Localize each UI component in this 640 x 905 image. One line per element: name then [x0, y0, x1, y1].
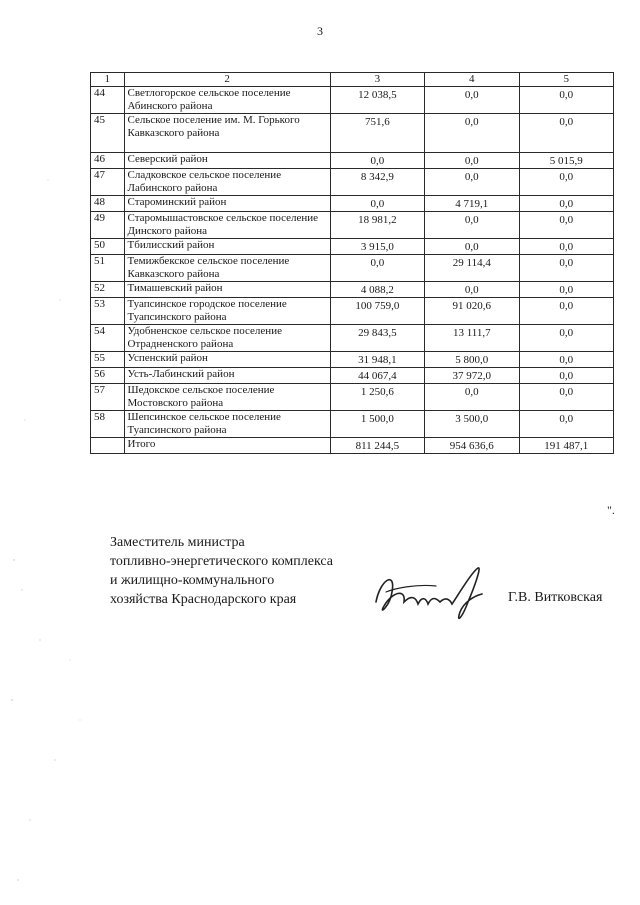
row-value-col-5: [519, 239, 613, 255]
row-name: Сельское поселение им. М. Горького Кавказского района: [124, 114, 330, 153]
row-value-col-4: [425, 196, 519, 212]
table-row: [91, 411, 614, 438]
handwritten-signature: [356, 562, 496, 626]
row-number: 56: [91, 368, 125, 384]
row-value-col-3: [330, 196, 424, 212]
row-value-col-5: [519, 368, 613, 384]
row-value-col-4-text: 3 500,0: [455, 413, 489, 425]
row-value-col-3-text: 44 067,4: [358, 370, 397, 382]
row-value-col-5-text: 0,0: [559, 327, 574, 339]
table-row: [91, 352, 614, 368]
row-value-col-5: [519, 411, 613, 438]
row-value-col-3: [330, 87, 424, 114]
signer-title-line-1: Заместитель министра: [110, 535, 245, 550]
row-value-col-4: [425, 298, 519, 325]
row-number: 53: [91, 298, 125, 325]
row-number: 55: [91, 352, 125, 368]
row-name: Тимашевский район: [124, 282, 330, 298]
row-value-col-3-text: 12 038,5: [358, 89, 397, 101]
row-value-col-5: [519, 153, 613, 169]
row-value-col-5: [519, 282, 613, 298]
row-value-col-4-text: 5 800,0: [455, 354, 489, 366]
row-value-col-3: [330, 282, 424, 298]
row-number: 44: [91, 87, 125, 114]
row-value-col-3-text: 0,0: [370, 257, 385, 269]
row-number: 50: [91, 239, 125, 255]
row-value-col-3: [330, 438, 424, 454]
table-row: [91, 239, 614, 255]
row-number: 47: [91, 169, 125, 196]
row-value-col-5: [519, 298, 613, 325]
row-value-col-3-text: 18 981,2: [358, 214, 397, 226]
row-value-col-4-text: 0,0: [464, 214, 479, 226]
row-value-col-5: [519, 325, 613, 352]
row-number: 52: [91, 282, 125, 298]
row-value-col-5-text: 0,0: [559, 354, 574, 366]
row-value-col-4: [425, 239, 519, 255]
row-value-col-5-text: 0,0: [559, 300, 574, 312]
row-value-col-5-text: 0,0: [559, 214, 574, 226]
row-value-col-5-text: 0,0: [559, 386, 574, 398]
table-row: [91, 153, 614, 169]
table-row: [91, 255, 614, 282]
row-value-col-4: [425, 384, 519, 411]
row-value-col-4: [425, 282, 519, 298]
row-value-col-4-text: 0,0: [464, 116, 479, 128]
row-number: 45: [91, 114, 125, 153]
row-name: Светлогорское сельское поселение Абинского района: [124, 87, 330, 114]
row-value-col-4: [425, 255, 519, 282]
row-number: 57: [91, 384, 125, 411]
row-value-col-3: [330, 212, 424, 239]
row-value-col-3: [330, 298, 424, 325]
row-number: 58: [91, 411, 125, 438]
row-value-col-3-text: 0,0: [370, 198, 385, 210]
row-value-col-4: [425, 87, 519, 114]
table-row: [91, 282, 614, 298]
row-value-col-5-text: 191 487,1: [544, 440, 589, 452]
table-row: [91, 298, 614, 325]
row-value-col-5: [519, 212, 613, 239]
row-value-col-4-text: 0,0: [464, 171, 479, 183]
row-name: Шепсинское сельское поселение Туапсинского района: [124, 411, 330, 438]
row-value-col-5-text: 0,0: [559, 171, 574, 183]
page-number: 3: [317, 24, 323, 38]
table-header-row: [91, 73, 614, 87]
row-value-col-5-text: 0,0: [559, 284, 574, 296]
table-row: [91, 114, 614, 153]
row-value-col-3-text: 1 500,0: [360, 413, 394, 425]
header-col-1: 1: [91, 73, 125, 87]
budget-table: [90, 72, 614, 454]
row-value-col-4-text: 0,0: [464, 155, 479, 167]
signer-name: Г.В. Витковская: [508, 590, 603, 605]
row-value-col-4: [425, 169, 519, 196]
row-value-col-5-text: 0,0: [559, 257, 574, 269]
table-row: [91, 384, 614, 411]
table-row: [91, 169, 614, 196]
row-value-col-4-text: 91 020,6: [452, 300, 492, 312]
row-value-col-3: [330, 411, 424, 438]
row-value-col-4-text: 0,0: [464, 386, 479, 398]
row-value-col-4: [425, 212, 519, 239]
row-value-col-4-text: 29 114,4: [452, 257, 491, 269]
row-value-col-5-text: 5 015,9: [549, 155, 583, 167]
row-name: Тбилисский район: [124, 239, 330, 255]
row-name: Итого: [124, 438, 330, 454]
row-value-col-3: [330, 153, 424, 169]
row-value-col-3: [330, 114, 424, 153]
row-number: 49: [91, 212, 125, 239]
row-value-col-5: [519, 384, 613, 411]
table-row: [91, 325, 614, 352]
row-value-col-4: [425, 114, 519, 153]
row-value-col-4-text: 37 972,0: [452, 370, 492, 382]
row-value-col-3-text: 4 088,2: [360, 284, 394, 296]
row-value-col-5-text: 0,0: [559, 413, 574, 425]
row-value-col-4-text: 0,0: [464, 284, 479, 296]
row-value-col-5: [519, 255, 613, 282]
table-row: [91, 212, 614, 239]
row-value-col-4: [425, 325, 519, 352]
row-value-col-3: [330, 325, 424, 352]
row-name: Староминский район: [124, 196, 330, 212]
table-row: [91, 87, 614, 114]
table-total-row: [91, 438, 614, 454]
row-value-col-3-text: 31 948,1: [358, 354, 397, 366]
row-value-col-3-text: 8 342,9: [360, 171, 394, 183]
header-col-4: 4: [425, 73, 519, 87]
row-value-col-5-text: 0,0: [559, 89, 574, 101]
row-value-col-3: [330, 384, 424, 411]
signer-title-line-3: и жилищно-коммунального: [110, 573, 275, 588]
row-number: [91, 438, 125, 454]
row-value-col-5: [519, 169, 613, 196]
row-value-col-3: [330, 239, 424, 255]
row-value-col-4-text: 0,0: [464, 89, 479, 101]
row-value-col-4-text: 4 719,1: [455, 198, 489, 210]
row-value-col-3: [330, 255, 424, 282]
row-name: Северский район: [124, 153, 330, 169]
row-name: Усть-Лабинский район: [124, 368, 330, 384]
row-value-col-5-text: 0,0: [559, 198, 574, 210]
row-name: Сладковское сельское поселение Лабинского района: [124, 169, 330, 196]
row-name: Успенский район: [124, 352, 330, 368]
row-value-col-5: [519, 352, 613, 368]
row-value-col-5-text: 0,0: [559, 116, 574, 128]
row-value-col-5-text: 0,0: [559, 370, 574, 382]
row-number: 46: [91, 153, 125, 169]
row-value-col-3-text: 29 843,5: [358, 327, 397, 339]
header-col-3: 3: [330, 73, 424, 87]
table-row: [91, 196, 614, 212]
row-name: Старомышастовское сельское поселение Динского района: [124, 212, 330, 239]
table-row: [91, 368, 614, 384]
row-value-col-4: [425, 438, 519, 454]
header-col-5: 5: [519, 73, 613, 87]
row-value-col-5: [519, 438, 613, 454]
row-name: Шедокское сельское поселение Мостовского района: [124, 384, 330, 411]
table-body: [91, 73, 614, 454]
header-col-2: 2: [124, 73, 330, 87]
row-value-col-3: [330, 169, 424, 196]
row-value-col-4-text: 954 636,6: [449, 440, 494, 452]
signer-title-line-4: хозяйства Краснодарского края: [110, 592, 297, 607]
row-value-col-3-text: 0,0: [370, 155, 385, 167]
row-name: Туапсинское городское поселение Туапсинского района: [124, 298, 330, 325]
row-value-col-3-text: 811 244,5: [355, 440, 400, 452]
row-value-col-4: [425, 153, 519, 169]
row-value-col-3-text: 1 250,6: [360, 386, 394, 398]
row-value-col-5: [519, 87, 613, 114]
row-value-col-3: [330, 352, 424, 368]
row-value-col-5: [519, 196, 613, 212]
row-name: Темижбекское сельское поселение Кавказского района: [124, 255, 330, 282]
closing-quote: ".: [607, 503, 615, 517]
row-name: Удобненское сельское поселение Отрадненского района: [124, 325, 330, 352]
row-value-col-3-text: 3 915,0: [360, 241, 394, 253]
row-value-col-4-text: 13 111,7: [452, 327, 491, 339]
signature-block: [110, 533, 333, 609]
row-value-col-4-text: 0,0: [464, 241, 479, 253]
row-value-col-4: [425, 411, 519, 438]
row-value-col-5-text: 0,0: [559, 241, 574, 253]
row-value-col-5: [519, 114, 613, 153]
row-value-col-3: [330, 368, 424, 384]
row-number: 51: [91, 255, 125, 282]
row-value-col-3-text: 100 759,0: [355, 300, 400, 312]
row-value-col-4: [425, 368, 519, 384]
row-number: 54: [91, 325, 125, 352]
row-number: 48: [91, 196, 125, 212]
row-value-col-3-text: 751,6: [364, 116, 390, 128]
row-value-col-4: [425, 352, 519, 368]
signer-title-line-2: топливно-энергетического комплекса: [110, 554, 333, 569]
